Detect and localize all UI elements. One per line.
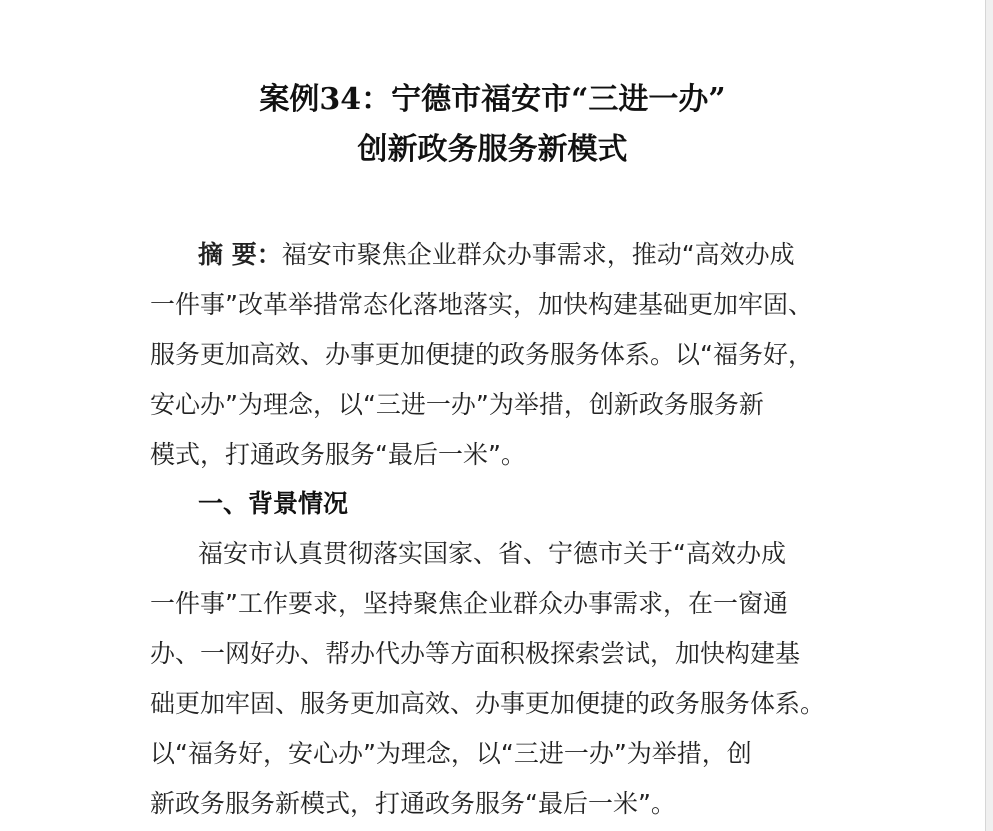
section1-line-5: 以“福务好，安心办”为理念，以“三进一办”为举措，创 (150, 739, 752, 768)
document-title-line-1: 案例34：宁德市福安市“三进一办” (259, 82, 726, 117)
section1-line-4: 础更加牢固、服务更加高效、办事更加便捷的政务服务体系。 (150, 689, 826, 718)
abstract-line-3: 服务更加高效、办事更加便捷的政务服务体系。以“福务好， (150, 340, 813, 369)
abstract-line-4: 安心办”为理念，以“三进一办”为举措，创新政务服务新 (150, 390, 764, 419)
section1-line-3: 办、一网好办、帮办代办等方面积极探索尝试，加快构建基 (150, 639, 801, 668)
section1-line-1: 福安市认真贯彻落实国家、省、宁德市关于“高效办成 (198, 539, 786, 568)
section1-line-2: 一件事”工作要求，坚持聚焦企业群众办事需求，在一窗通 (150, 589, 788, 618)
abstract-line-2: 一件事”改革举措常态化落地落实，加快构建基础更加牢固、 (150, 290, 813, 319)
section-heading-background: 一、背景情况 (198, 489, 349, 518)
section1-line-6: 新政务服务新模式，打通政务服务“最后一米”。 (150, 789, 676, 818)
document-title-line-2: 创新政务服务新模式 (357, 132, 628, 167)
abstract-line-5: 模式，打通政务服务“最后一米”。 (150, 440, 526, 469)
abstract-line-1 (198, 238, 795, 272)
abstract-label: 摘 要： (198, 240, 282, 269)
abstract-text: 福安市聚焦企业群众办事需求，推动“高效办成 (281, 240, 795, 269)
vertical-scrollbar[interactable] (985, 0, 993, 831)
